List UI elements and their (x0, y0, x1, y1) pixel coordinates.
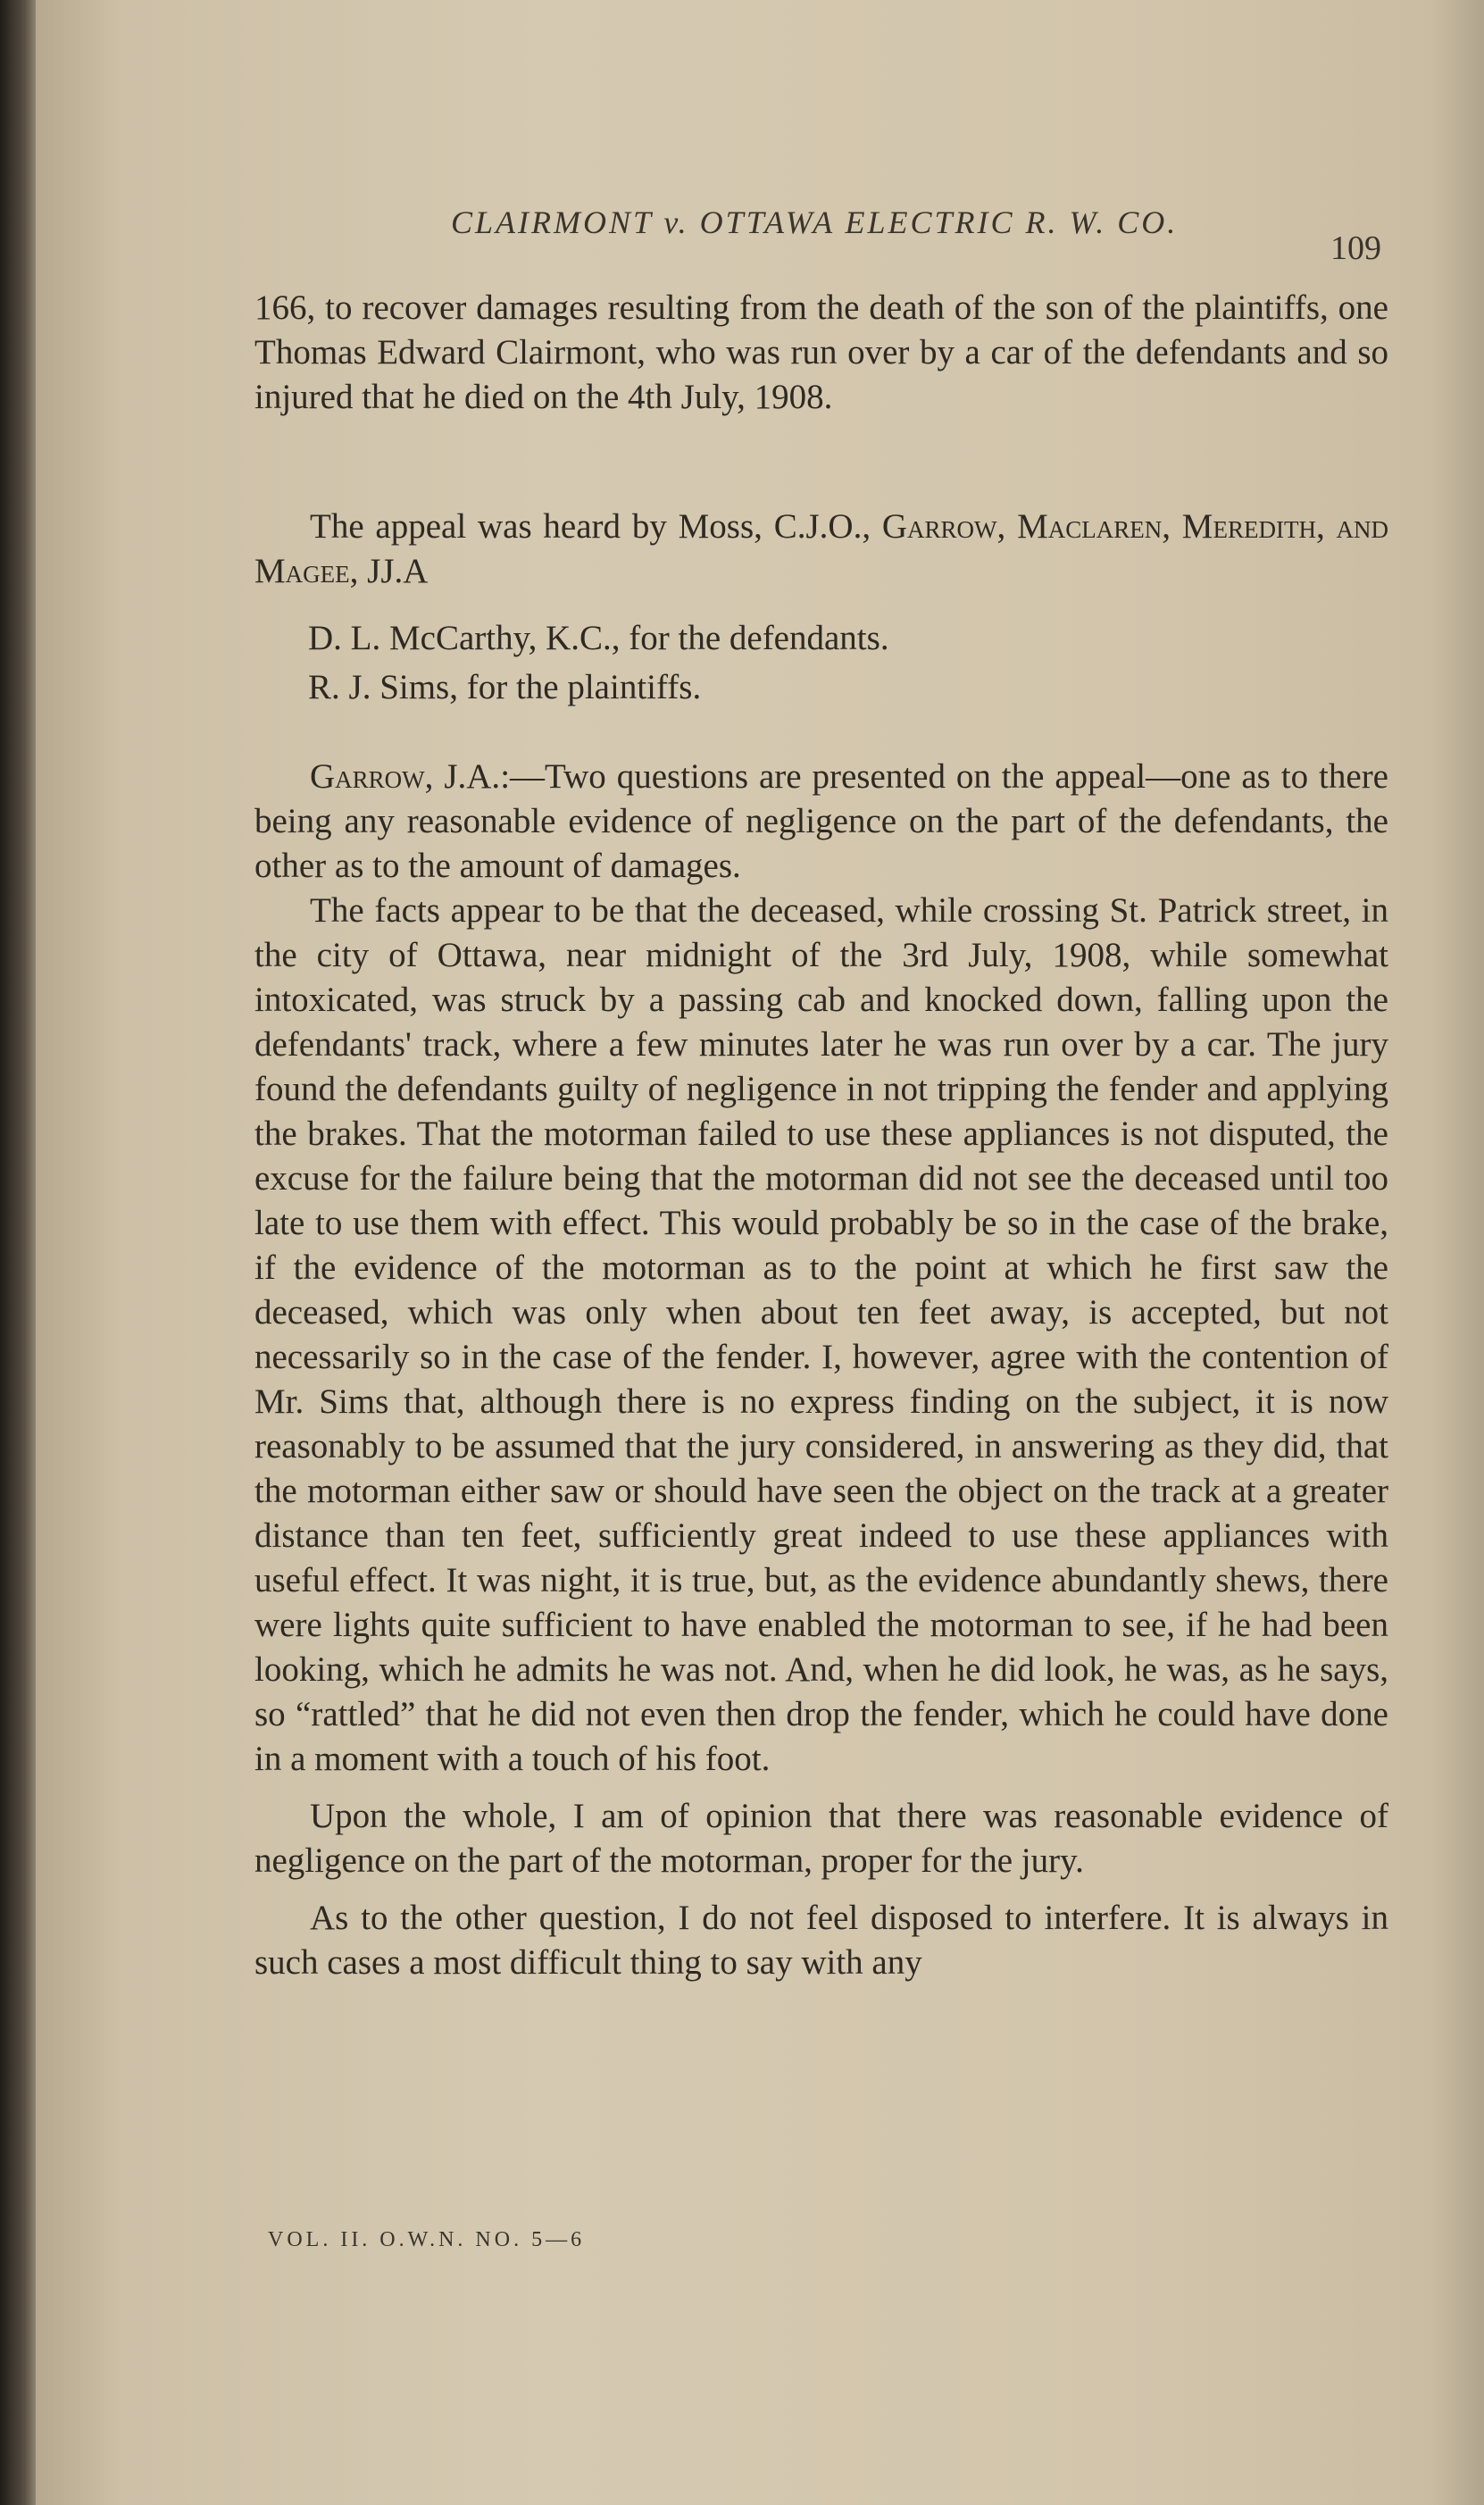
judge-name: Garrow, J.A. (310, 757, 501, 796)
book-page (36, 0, 1484, 2505)
judgment-paragraph-1 (254, 755, 1388, 889)
judgment-para1-text: :—Two questions are presented on the appeal—one as to there being any reasonable evidence of negligence on the part of the defendants, the other as to the amount of damages. (254, 757, 1388, 885)
judgment-body (254, 755, 1388, 1985)
judgment-paragraph-2: The facts appear to be that the deceased, while crossing St. Patrick street, in the city of Ottawa, near midnight of the 3rd July, 1908, while somewhat intoxicated, was struck by a passing cab and knocked down, falling upon the defendants' track, where a few minutes later he was run over by a car. The jury found the defendants guilty of negligence in not tripping the fender and applying the brakes. That the motorman failed to use these appliances is not disputed, the excuse for the failure being that the motorman did not see the deceased until too late to use them with effect. This would probably be so in the case of the brake, if the evidence of the motorman as to the point at which he first saw the deceased, which was only when about ten feet away, is accepted, but not necessarily so in the case of the fender. I, however, agree with the contention of Mr. Sims that, although there is no express finding on the subject, it is now reasonably to be assumed that the jury considered, in answering as they did, that the motorman either saw or should have seen the object on the track at a greater distance than ten feet, sufficiently great indeed to use these appliances with useful effect. It was night, it is true, but, as the evidence abundantly shews, there were lights quite sufficient to have enabled the motorman to see, if he had been looking, which he admits he was not. And, when he did look, he was, as he says, so “rattled” that he did not even then drop the fender, which he could have done in a moment with a touch of his foot. (254, 891, 1388, 1778)
page-number: 109 (1330, 230, 1381, 267)
counsel-plaintiffs-text: R. J. Sims, for the plaintiffs. (308, 668, 702, 706)
hearing-judges: Garrow, Maclaren, Meredith, and Magee, JJ.A (254, 507, 1388, 590)
counsel-defendants (308, 616, 1388, 661)
counsel-defendants-text: D. L. McCarthy, K.C., for the defendants. (308, 619, 889, 657)
judgment-paragraph-4: As to the other question, I do not feel disposed to interfere. It is always in such cases a most difficult thing to say with any (254, 1899, 1388, 1982)
hearing-prefix: The appeal was heard by Moss, C.J.O., (310, 507, 882, 546)
judgment-paragraph-3: Upon the whole, I am of opinion that there was reasonable evidence of negligence on the part of the motorman, proper for the jury. (254, 1797, 1388, 1880)
hearing-paragraph (254, 505, 1388, 594)
page-edge-shadow (1430, 0, 1484, 2505)
signature-mark: VOL. II. O.W.N. NO. 5—6 (268, 2228, 586, 2251)
intro-text: 166, to recover damages resulting from the death of the son of the plaintiffs, one Thomas Edward Clairmont, who was run over by a car of the defendants and so injured that he died on the 4th July, 1908. (254, 288, 1388, 416)
counsel-plaintiffs (308, 665, 1388, 710)
book-spine-shadow (0, 0, 36, 2505)
running-head: CLAIRMONT v. OTTAWA ELECTRIC R. W. CO. (451, 205, 1179, 240)
hearing-text (254, 505, 1388, 594)
intro-paragraph (254, 286, 1388, 420)
